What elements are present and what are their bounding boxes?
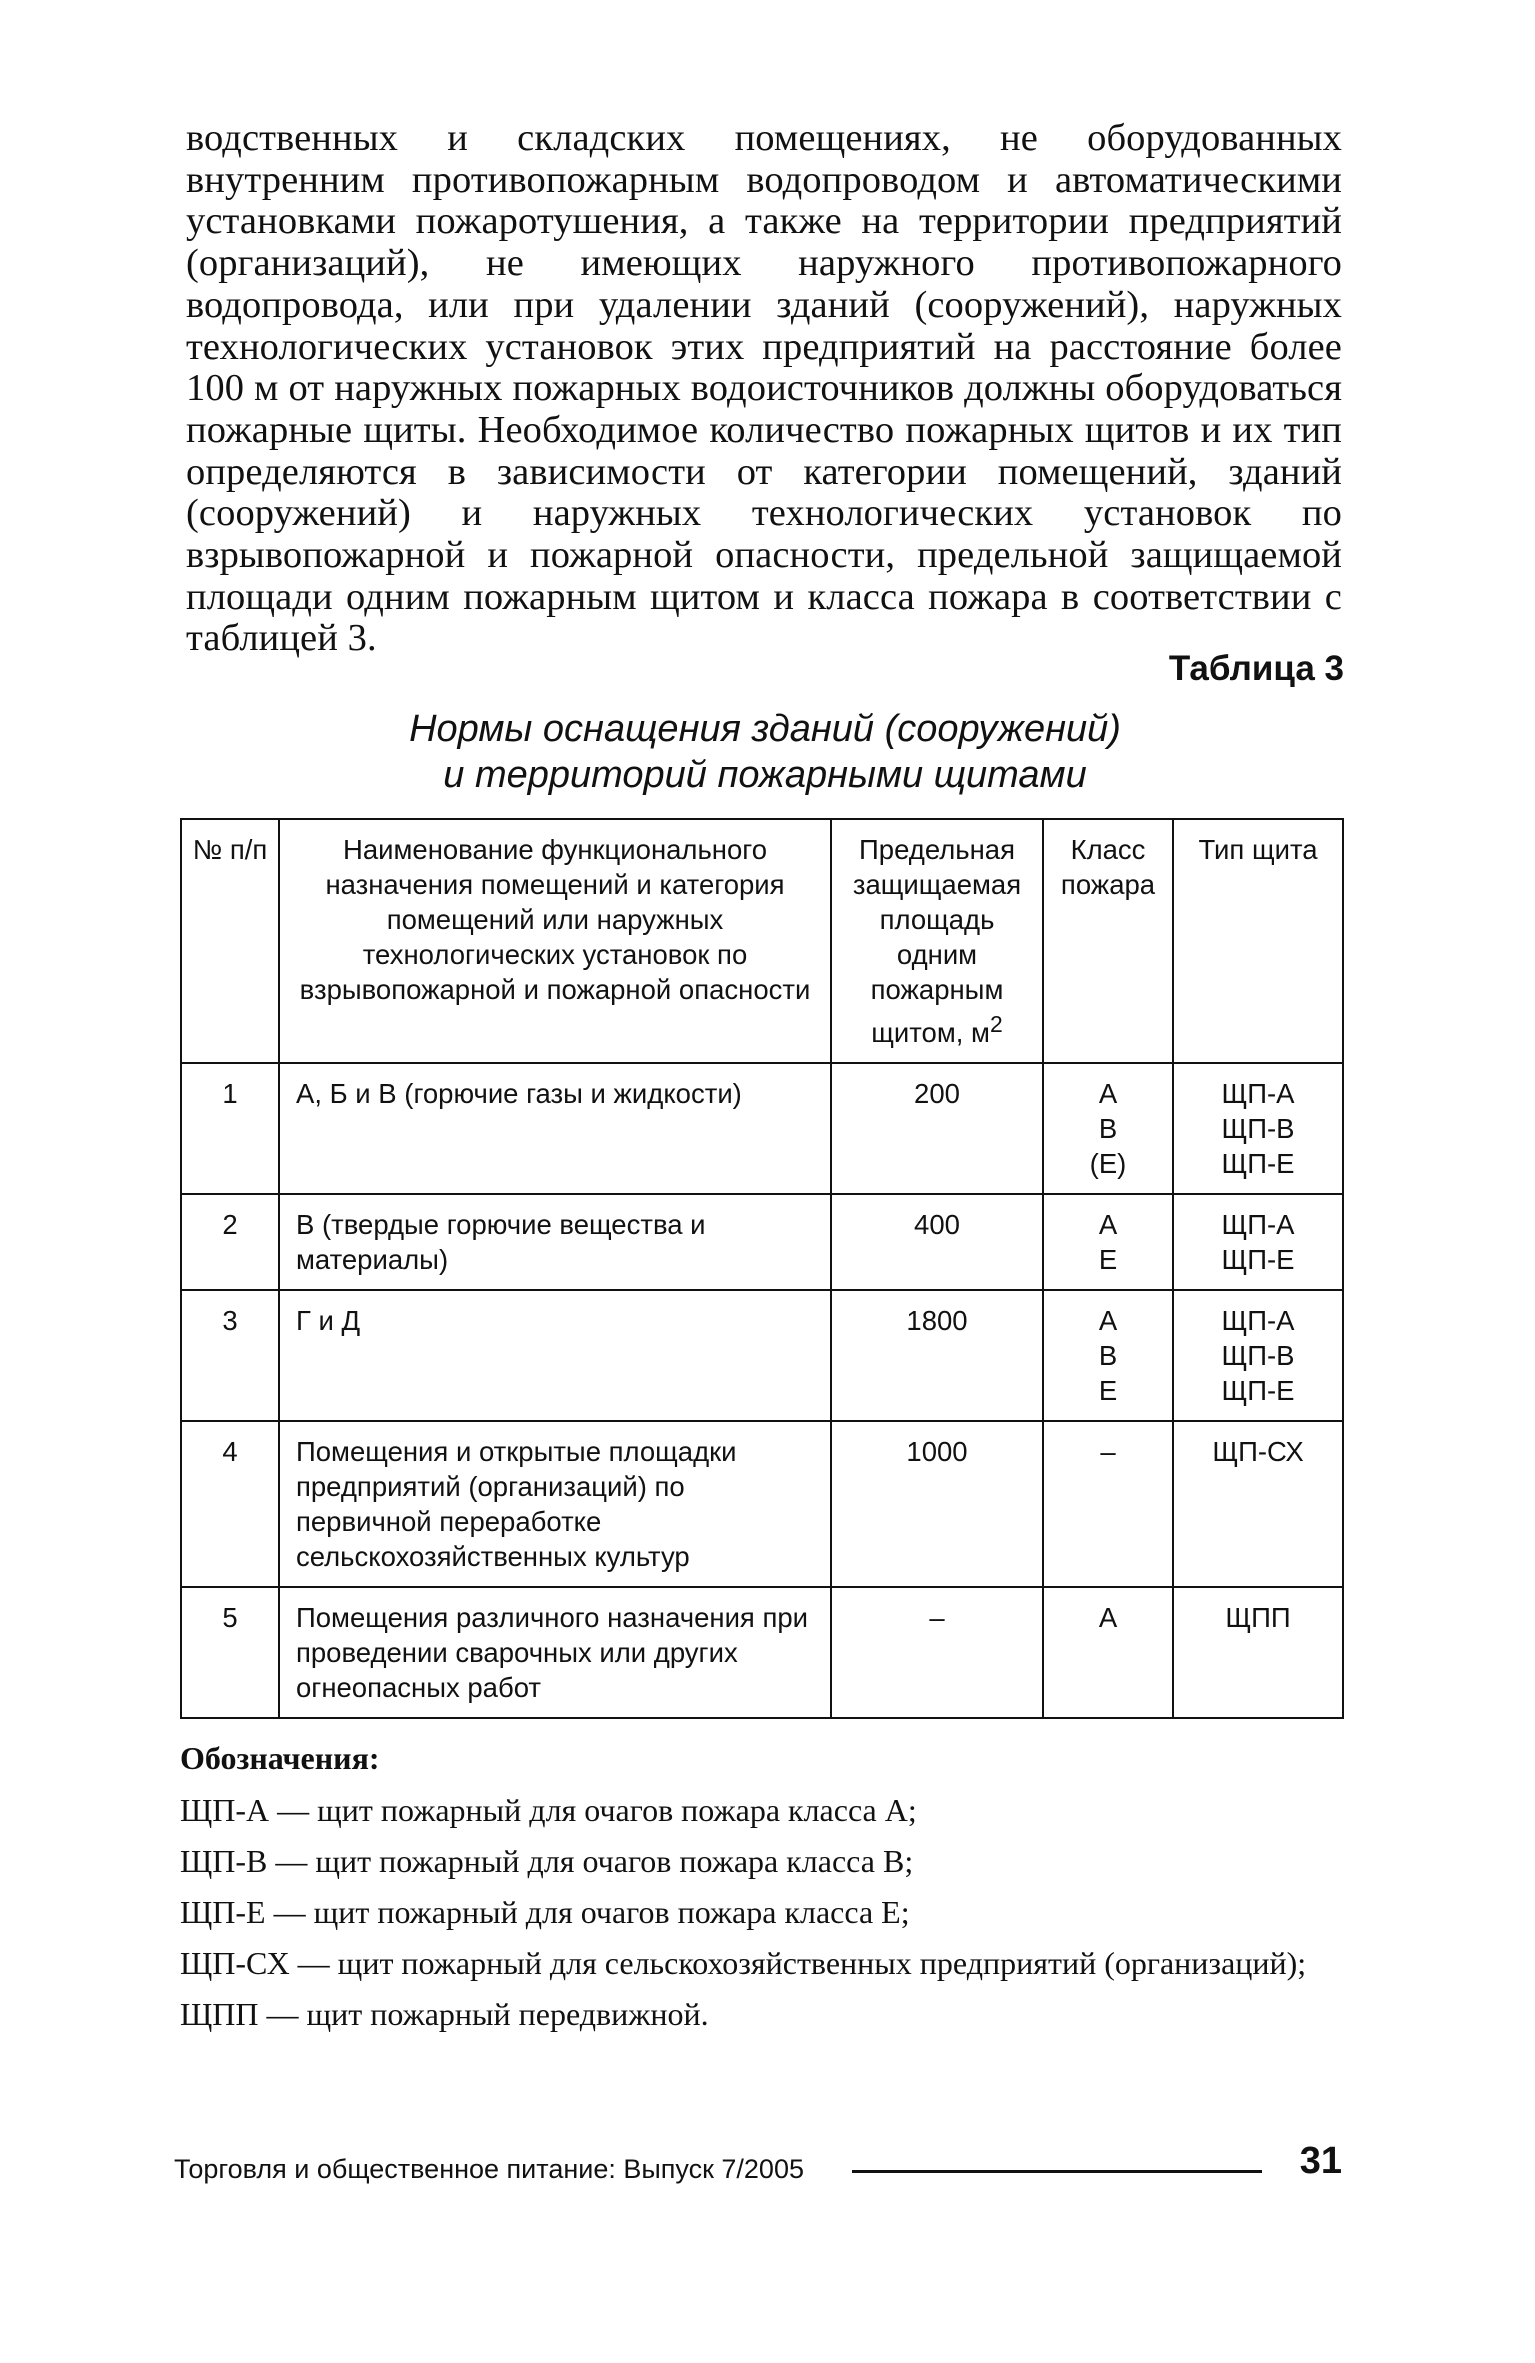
row-num: 4 — [181, 1421, 279, 1587]
header-area-text: Предельная защищаемая площадь одним пожарным щитом, м — [852, 834, 1022, 1049]
class-value: А — [1098, 1305, 1118, 1337]
row-area: 200 — [831, 1063, 1043, 1194]
type-value: ЩП-А — [1221, 1078, 1295, 1110]
class-value: Е — [1098, 1244, 1118, 1276]
type-value: ЩП-Е — [1221, 1375, 1295, 1407]
row-name: А, Б и В (горючие газы и жидкости) — [279, 1063, 831, 1194]
row-types — [1173, 1063, 1343, 1194]
row-classes — [1043, 1063, 1173, 1194]
row-classes — [1043, 1290, 1173, 1421]
type-value: ЩПП — [1225, 1602, 1291, 1634]
legend-title: Обозначения: — [180, 1740, 380, 1776]
header-area-superscript: 2 — [989, 1011, 1003, 1037]
class-value: – — [1100, 1436, 1116, 1468]
row-types — [1173, 1587, 1343, 1718]
row-types — [1173, 1421, 1343, 1587]
row-types — [1173, 1290, 1343, 1421]
row-area: 1000 — [831, 1421, 1043, 1587]
norms-table — [180, 818, 1344, 1719]
header-name: Наименование функционального назначения помещений и категория помещений или наружных технологических установок по взрывопожарной и пожарной опасности — [279, 819, 831, 1063]
class-value: В — [1098, 1340, 1118, 1372]
row-num: 3 — [181, 1290, 279, 1421]
table-row — [181, 1194, 1343, 1290]
footer-rule — [852, 2170, 1262, 2173]
header-area — [831, 819, 1043, 1063]
type-value: ЩП-СХ — [1212, 1436, 1304, 1468]
row-classes — [1043, 1421, 1173, 1587]
row-name: В (твердые горючие вещества и материалы) — [279, 1194, 831, 1290]
type-value: ЩП-Е — [1221, 1244, 1295, 1276]
row-name: Помещения различного назначения при проведении сварочных или других огнеопасных работ — [279, 1587, 831, 1718]
legend-item: ЩПП — щит пожарный передвижной. — [180, 1996, 709, 2032]
row-num: 5 — [181, 1587, 279, 1718]
type-value: ЩП-А — [1221, 1209, 1295, 1241]
class-value: А — [1098, 1602, 1118, 1634]
type-value: ЩП-Е — [1221, 1148, 1295, 1180]
page-number: 31 — [1299, 2140, 1342, 2182]
class-value: В — [1098, 1113, 1118, 1145]
row-area: 1800 — [831, 1290, 1043, 1421]
table-row — [181, 1421, 1343, 1587]
table-label: Таблица 3 — [1168, 649, 1344, 688]
type-value: ЩП-В — [1221, 1113, 1295, 1145]
header-type: Тип щита — [1173, 819, 1343, 1063]
legend-item: ЩП-Е — щит пожарный для очагов пожара класса Е; — [180, 1894, 910, 1930]
table-row — [181, 1063, 1343, 1194]
type-value: ЩП-А — [1221, 1305, 1295, 1337]
row-name: Помещения и открытые площадки предприятий (организаций) по первичной переработке сельскохозяйственных культур — [279, 1421, 831, 1587]
row-area: 400 — [831, 1194, 1043, 1290]
legend-item: ЩП-СХ — щит пожарный для сельскохозяйственных предприятий (организаций); — [180, 1945, 1307, 1981]
class-value: А — [1098, 1078, 1118, 1110]
class-value: (Е) — [1089, 1148, 1127, 1180]
header-num: № п/п — [181, 819, 279, 1063]
table-row — [181, 1587, 1343, 1718]
table-caption — [240, 706, 1290, 798]
body-paragraph: водственных и складских помещениях, не оборудованных внутренним противопожарным водопроводом и автоматическими установками пожаротушения, а также на территории предприятий (организаций), не имеющих наружного противопожарного водопровода, или при удалении зданий (сооружений), наружных технологических установок этих предприятий на расстояние более 100 м от наружных пожарных водоисточников должны оборудоваться пожарные щиты. Необходимое количество пожарных щитов и их тип определяются в зависимости от категории помещений, зданий (сооружений) и наружных технологических установок по взрывопожарной и пожарной опасности, предельной защищаемой площади одним пожарным щитом и класса пожара в соответствии с таблицей 3. — [186, 117, 1342, 660]
journal-title: Торговля и общественное питание: Выпуск 7/2005 — [174, 2154, 804, 2184]
caption-line-2: и территорий пожарными щитами — [443, 754, 1087, 796]
class-value: А — [1098, 1209, 1118, 1241]
legend-item: ЩП-А — щит пожарный для очагов пожара класса А; — [180, 1792, 917, 1828]
table-row — [181, 1290, 1343, 1421]
row-classes — [1043, 1587, 1173, 1718]
header-class: Класс пожара — [1043, 819, 1173, 1063]
caption-line-1: Нормы оснащения зданий (сооружений) — [409, 708, 1121, 750]
legend-item: ЩП-В — щит пожарный для очагов пожара класса В; — [180, 1843, 914, 1879]
row-classes — [1043, 1194, 1173, 1290]
legend — [180, 1738, 1342, 2045]
page-footer — [174, 2140, 1342, 2190]
row-types — [1173, 1194, 1343, 1290]
row-num: 2 — [181, 1194, 279, 1290]
row-area: – — [831, 1587, 1043, 1718]
table-header-row — [181, 819, 1343, 1063]
type-value: ЩП-В — [1221, 1340, 1295, 1372]
row-name: Г и Д — [279, 1290, 831, 1421]
class-value: Е — [1098, 1375, 1118, 1407]
row-num: 1 — [181, 1063, 279, 1194]
